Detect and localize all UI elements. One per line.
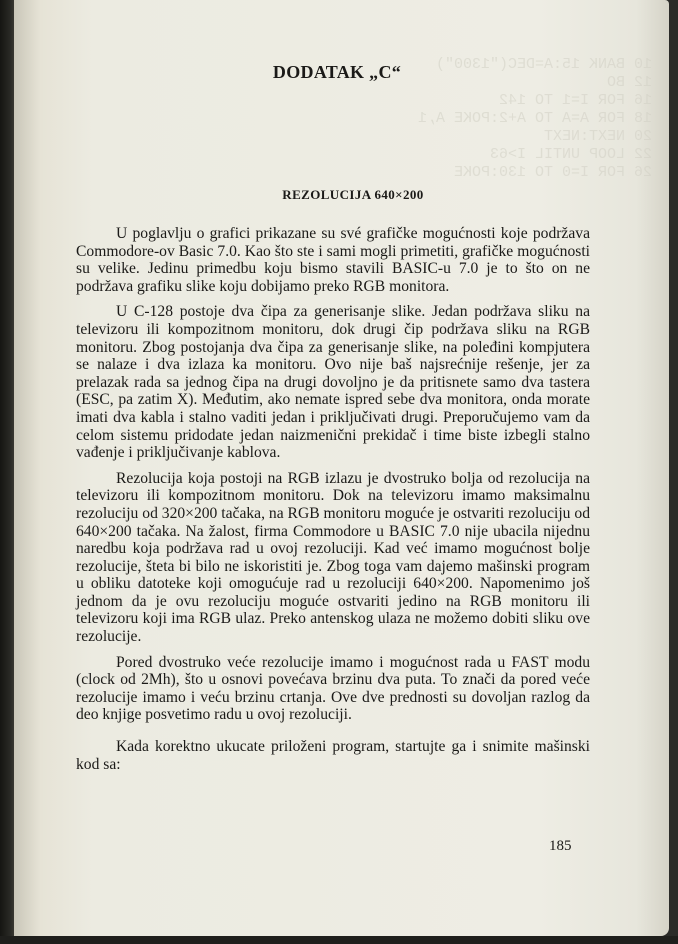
paragraph-5: Kada korektno ukucate priloženi program, startujte ga i snimite mašinski kod sa: [76,738,590,773]
paragraph-4: Pored dvostruko veće rezolucije imamo i mogućnost rada u FAST modu (clock od 2Mh), što u osnovi povećava brzinu dva puta. To znači da pored veće rezolucije imamo i veću brzinu crtanja. Ove dve prednosti su dovoljan razlog da deo knjige posvetimo radu u ovoj rezoluciji. [76,653,590,724]
section-title: REZOLUCIJA 640×200 [282,187,424,202]
paragraph-2: U C-128 postoje dva čipa za generisanje slike. Jedan podržava sliku na televizoru ili kompozitnom monitoru, dok drugi čip podržava sliku na RGB monitoru. Zbog postojanja dva čipa za generisanje slike, na poleđini kompjutera se nalaze i dva izlaza ka monitoru. Ovo nije baš najsrećnije rešenje, jer za prelazak rada sa jednog čipa na drugi dovoljno je da pritisnete samo dva tastera (ESC, pa zatim X). Međutim, ako nemate ispred sebe dva monitora, onda morate imati dva kabla i stalno vaditi jedan i priključivati drugi. Preporučujemo vam da celom sistemu pridodate jedan naizmenični prekidač i time biste izbegli stalno vađenje i priključivanje kablova. [76,303,590,462]
paragraph-3: Rezolucija koja postoji na RGB izlazu je dvostruko bolja od rezolucija na televizoru ili kompozitnom monitoru. Dok na televizoru imamo maksimalnu rezoluciju od 320×200 tačaka, na RGB monitoru moguće je ostvariti rezoluciju od 640×200 tačaka. Na žalost, firma Commodore u BASIC 7.0 nije ubacila nijednu naredbu koja podržava rad u ovoj rezoluciji. Kad već imamo mogućnost bolje rezolucije, šteta bi bilo ne iskoristiti je. Zbog toga vam dajemo mašinski program u obliku datoteke koji omogućuje rad u rezoluciji 640×200. Napomenimo još jednom da je ovu rezoluciju moguće ostvariti jedino na RGB monitoru ili televizoru koji ima RGB ulaz. Preko antenskog ulaza ne možemo dobiti sliku ove rezolucije. [76,469,590,646]
page-bottom-edge [0,936,678,944]
page-number: 185 [549,838,572,854]
show-through-text: 10 BANK 15:A=DEC("1300") 12 BO 16 FOR I=1 TO 142 18 FOR A=A TO A+2:POKE A,1 20 NEXT:NEXT 22 LOOP UNTIL I>63 26 FOR I=0 TO 130:POKE [417,56,652,181]
page-content [76,62,590,781]
paragraph-1: U poglavlju o grafici prikazane su své grafičke mogućnosti koje podržava Commodore-ov Basic 7.0. Kao što ste i sami mogli primetiti, grafičke mogućnosti su velike. Jedinu primedbu koju bismo stavili BASIC-u 7.0 je to što on ne podržava grafiku slike koju dobijamo preko RGB monitora. [76,225,590,295]
book-page [14,0,669,936]
appendix-title: DODATAK „C“ [272,62,402,82]
